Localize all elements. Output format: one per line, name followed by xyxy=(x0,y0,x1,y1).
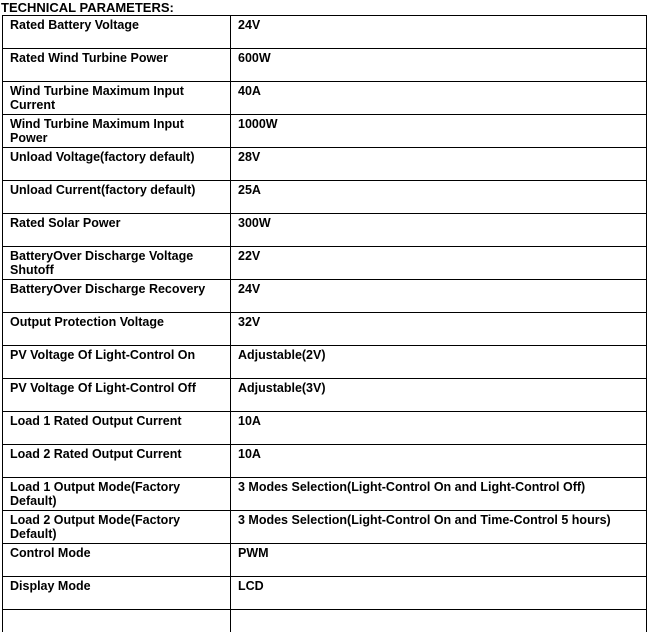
parameter-value: Adjustable(3V) xyxy=(231,379,647,412)
parameter-name: Load 2 Rated Output Current xyxy=(3,445,231,478)
parameter-name: Rated Solar Power xyxy=(3,214,231,247)
table-row xyxy=(3,148,647,181)
table-row xyxy=(3,511,647,544)
parameter-value: 300W xyxy=(231,214,647,247)
empty-cell xyxy=(231,610,647,632)
parameter-name: Wind Turbine Maximum Input Power xyxy=(3,115,231,148)
parameter-value: LCD xyxy=(231,577,647,610)
parameter-value: 3 Modes Selection(Light-Control On and Light-Control Off) xyxy=(231,478,647,511)
parameter-value: 24V xyxy=(231,280,647,313)
parameter-value: 600W xyxy=(231,49,647,82)
table-row-empty xyxy=(3,610,647,632)
parameter-value: Adjustable(2V) xyxy=(231,346,647,379)
parameter-value: 1000W xyxy=(231,115,647,148)
table-row xyxy=(3,82,647,115)
parameter-name: Load 2 Output Mode(Factory Default) xyxy=(3,511,231,544)
parameter-name: Load 1 Rated Output Current xyxy=(3,412,231,445)
table-row xyxy=(3,412,647,445)
parameter-value: 32V xyxy=(231,313,647,346)
technical-parameters-table xyxy=(2,15,647,632)
parameter-value: 28V xyxy=(231,148,647,181)
table-row xyxy=(3,280,647,313)
table-row xyxy=(3,16,647,49)
parameter-name: Control Mode xyxy=(3,544,231,577)
parameter-value: 3 Modes Selection(Light-Control On and Time-Control 5 hours) xyxy=(231,511,647,544)
table-row xyxy=(3,49,647,82)
table-row xyxy=(3,544,647,577)
table-row xyxy=(3,313,647,346)
parameter-value: 10A xyxy=(231,412,647,445)
table-row xyxy=(3,346,647,379)
parameter-name: Load 1 Output Mode(Factory Default) xyxy=(3,478,231,511)
table-row xyxy=(3,115,647,148)
parameter-value: 22V xyxy=(231,247,647,280)
parameter-name: PV Voltage Of Light-Control Off xyxy=(3,379,231,412)
parameter-name: Rated Wind Turbine Power xyxy=(3,49,231,82)
parameter-value: PWM xyxy=(231,544,647,577)
parameter-name: Display Mode xyxy=(3,577,231,610)
table-row xyxy=(3,478,647,511)
parameter-name: Output Protection Voltage xyxy=(3,313,231,346)
parameter-name: Unload Voltage(factory default) xyxy=(3,148,231,181)
table-row xyxy=(3,445,647,478)
table-row xyxy=(3,577,647,610)
parameter-value: 40A xyxy=(231,82,647,115)
empty-cell xyxy=(3,610,231,632)
table-row xyxy=(3,214,647,247)
table-row xyxy=(3,379,647,412)
table-row xyxy=(3,247,647,280)
parameter-name: PV Voltage Of Light-Control On xyxy=(3,346,231,379)
parameter-name: Unload Current(factory default) xyxy=(3,181,231,214)
section-heading: TECHNICAL PARAMETERS: xyxy=(1,0,174,16)
parameter-name: BatteryOver Discharge Recovery xyxy=(3,280,231,313)
table-row xyxy=(3,181,647,214)
parameter-value: 25A xyxy=(231,181,647,214)
parameter-name: Rated Battery Voltage xyxy=(3,16,231,49)
parameter-name: BatteryOver Discharge Voltage Shutoff xyxy=(3,247,231,280)
parameter-name: Wind Turbine Maximum Input Current xyxy=(3,82,231,115)
parameter-value: 10A xyxy=(231,445,647,478)
parameter-value: 24V xyxy=(231,16,647,49)
